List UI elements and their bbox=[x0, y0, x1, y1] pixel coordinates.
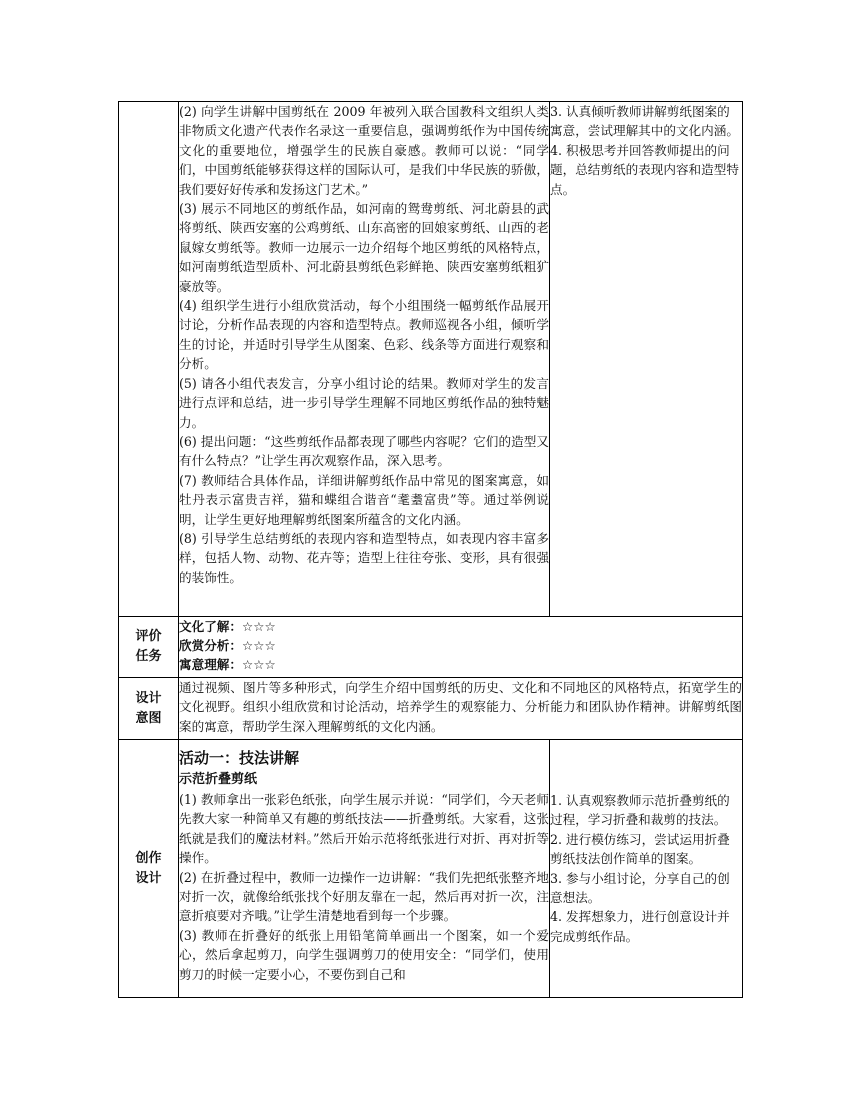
step-paragraph: (2) 在折叠过程中，教师一边操作一边讲解：“我们先把纸张整齐地对折一次，就像给纸张找个好朋友靠在一起，然后再对折一次，注意折痕要对齐哦。”让学生清楚地看到每一个步骤。 bbox=[179, 869, 549, 924]
teacher-activity-cell bbox=[179, 740, 550, 998]
step-paragraph: (3) 教师在折叠好的纸张上用铅笔简单画出一个图案，如一个爱心，然后拿起剪刀，向学生强调剪刀的使用安全：“同学们，使用剪刀的时候一定要小心，不要伤到自己和 bbox=[179, 927, 549, 982]
student-activity-cell bbox=[550, 102, 743, 617]
activity-title: 活动一：技法讲解 bbox=[179, 749, 300, 767]
activity-subtitle: 示范折叠剪纸 bbox=[179, 772, 258, 787]
evaluation-label: 评价 任务 bbox=[119, 617, 179, 678]
design-intent-row bbox=[119, 678, 743, 740]
evaluation-item: 文化了解：☆☆☆ bbox=[179, 619, 276, 634]
design-intent-label: 设计 意图 bbox=[119, 678, 179, 740]
evaluation-item: 寓意理解：☆☆☆ bbox=[179, 657, 276, 672]
step-paragraph: (7) 教师结合具体作品，详细讲解剪纸作品中常见的图案寓意，如牡丹表示富贵吉祥，猫和蝶组合谐音“耄耋富贵”等。通过举例说明，让学生更好地理解剪纸图案所蕴含的文化内涵。 bbox=[179, 472, 549, 527]
design-intent-text: 通过视频、图片等多种形式，向学生介绍中国剪纸的历史、文化和不同地区的风格特点，拓宽学生的文化视野。组织小组欣赏和讨论活动，培养学生的观察能力、分析能力和团队协作精神。讲解剪纸图案的寓意，帮助学生深入理解剪纸的文化内涵。 bbox=[179, 678, 743, 740]
creative-design-label: 创作 设计 bbox=[119, 740, 179, 998]
step-paragraph: (3) 展示不同地区的剪纸作品，如河南的鸳鸯剪纸、河北蔚县的武将剪纸、陕西安塞的公鸡剪纸、山东高密的回娘家剪纸、山西的老鼠嫁女剪纸等。教师一边展示一边介绍每个地区剪纸的风格特点，如河南剪纸造型质朴、河北蔚县剪纸色彩鲜艳、陕西安塞剪纸粗犷豪放等。 bbox=[179, 201, 549, 294]
student-item: 4. 发挥想象力，进行创意设计并完成剪纸作品。 bbox=[550, 909, 730, 944]
student-item: 1. 认真观察教师示范折叠剪纸的过程，学习折叠和裁剪的技法。 bbox=[550, 792, 730, 828]
star-rating: ☆☆☆ bbox=[241, 638, 276, 653]
teaching-process-row bbox=[119, 102, 743, 617]
star-rating: ☆☆☆ bbox=[241, 619, 276, 634]
student-item: 3. 参与小组讨论，分享自己的创意想法。 bbox=[550, 870, 730, 905]
student-item: 3. 认真倾听教师讲解剪纸图案的寓意，尝试理解其中的文化内涵。 bbox=[550, 104, 739, 139]
student-item: 2. 进行模仿练习，尝试运用折叠剪纸技法创作简单的图案。 bbox=[550, 831, 730, 867]
step-paragraph: (6) 提出问题：“这些剪纸作品都表现了哪些内容呢？它们的造型又有什么特点？”让学生再次观察作品，深入思考。 bbox=[179, 433, 549, 469]
star-rating: ☆☆☆ bbox=[241, 657, 276, 672]
evaluation-cell bbox=[179, 617, 743, 678]
student-item: 4. 积极思考并回答教师提出的问题，总结剪纸的表现内容和造型特点。 bbox=[550, 142, 739, 197]
step-paragraph: (2) 向学生讲解中国剪纸在 2009 年被列入联合国教科文组织人类非物质文化遗产代表作名录这一重要信息，强调剪纸作为中国传统文化的重要地位，增强学生的民族自豪感。教师可以说：“同学们，中国剪纸能够获得这样的国际认可，是我们中华民族的骄傲，我们要好好传承和发扬这门艺术。” bbox=[179, 104, 549, 197]
evaluation-item: 欣赏分析：☆☆☆ bbox=[179, 638, 276, 653]
step-paragraph: (4) 组织学生进行小组欣赏活动，每个小组围绕一幅剪纸作品展开讨论，分析作品表现的内容和造型特点。教师巡视各小组，倾听学生的讨论，并适时引导学生从图案、色彩、线条等方面进行观察和分析。 bbox=[179, 298, 549, 372]
evaluation-row bbox=[119, 617, 743, 678]
step-paragraph: (8) 引导学生总结剪纸的表现内容和造型特点，如表现内容丰富多样，包括人物、动物、花卉等；造型上往往夸张、变形，具有很强的装饰性。 bbox=[179, 530, 549, 585]
lesson-plan-table bbox=[118, 101, 743, 998]
step-paragraph: (5) 请各小组代表发言，分享小组讨论的结果。教师对学生的发言进行点评和总结，进一步引导学生理解不同地区剪纸作品的独特魅力。 bbox=[179, 375, 549, 430]
student-activity-cell bbox=[550, 740, 743, 998]
row-label-empty bbox=[119, 102, 179, 617]
step-paragraph: (1) 教师拿出一张彩色纸张，向学生展示并说：“同学们，今天老师先教大家一种简单又有趣的剪纸技法——折叠剪纸。大家看，这张纸就是我们的魔法材料。”然后开始示范将纸张进行对折、再对折等操作。 bbox=[179, 792, 549, 866]
creative-design-row bbox=[119, 740, 743, 998]
teacher-activity-cell bbox=[179, 102, 550, 617]
